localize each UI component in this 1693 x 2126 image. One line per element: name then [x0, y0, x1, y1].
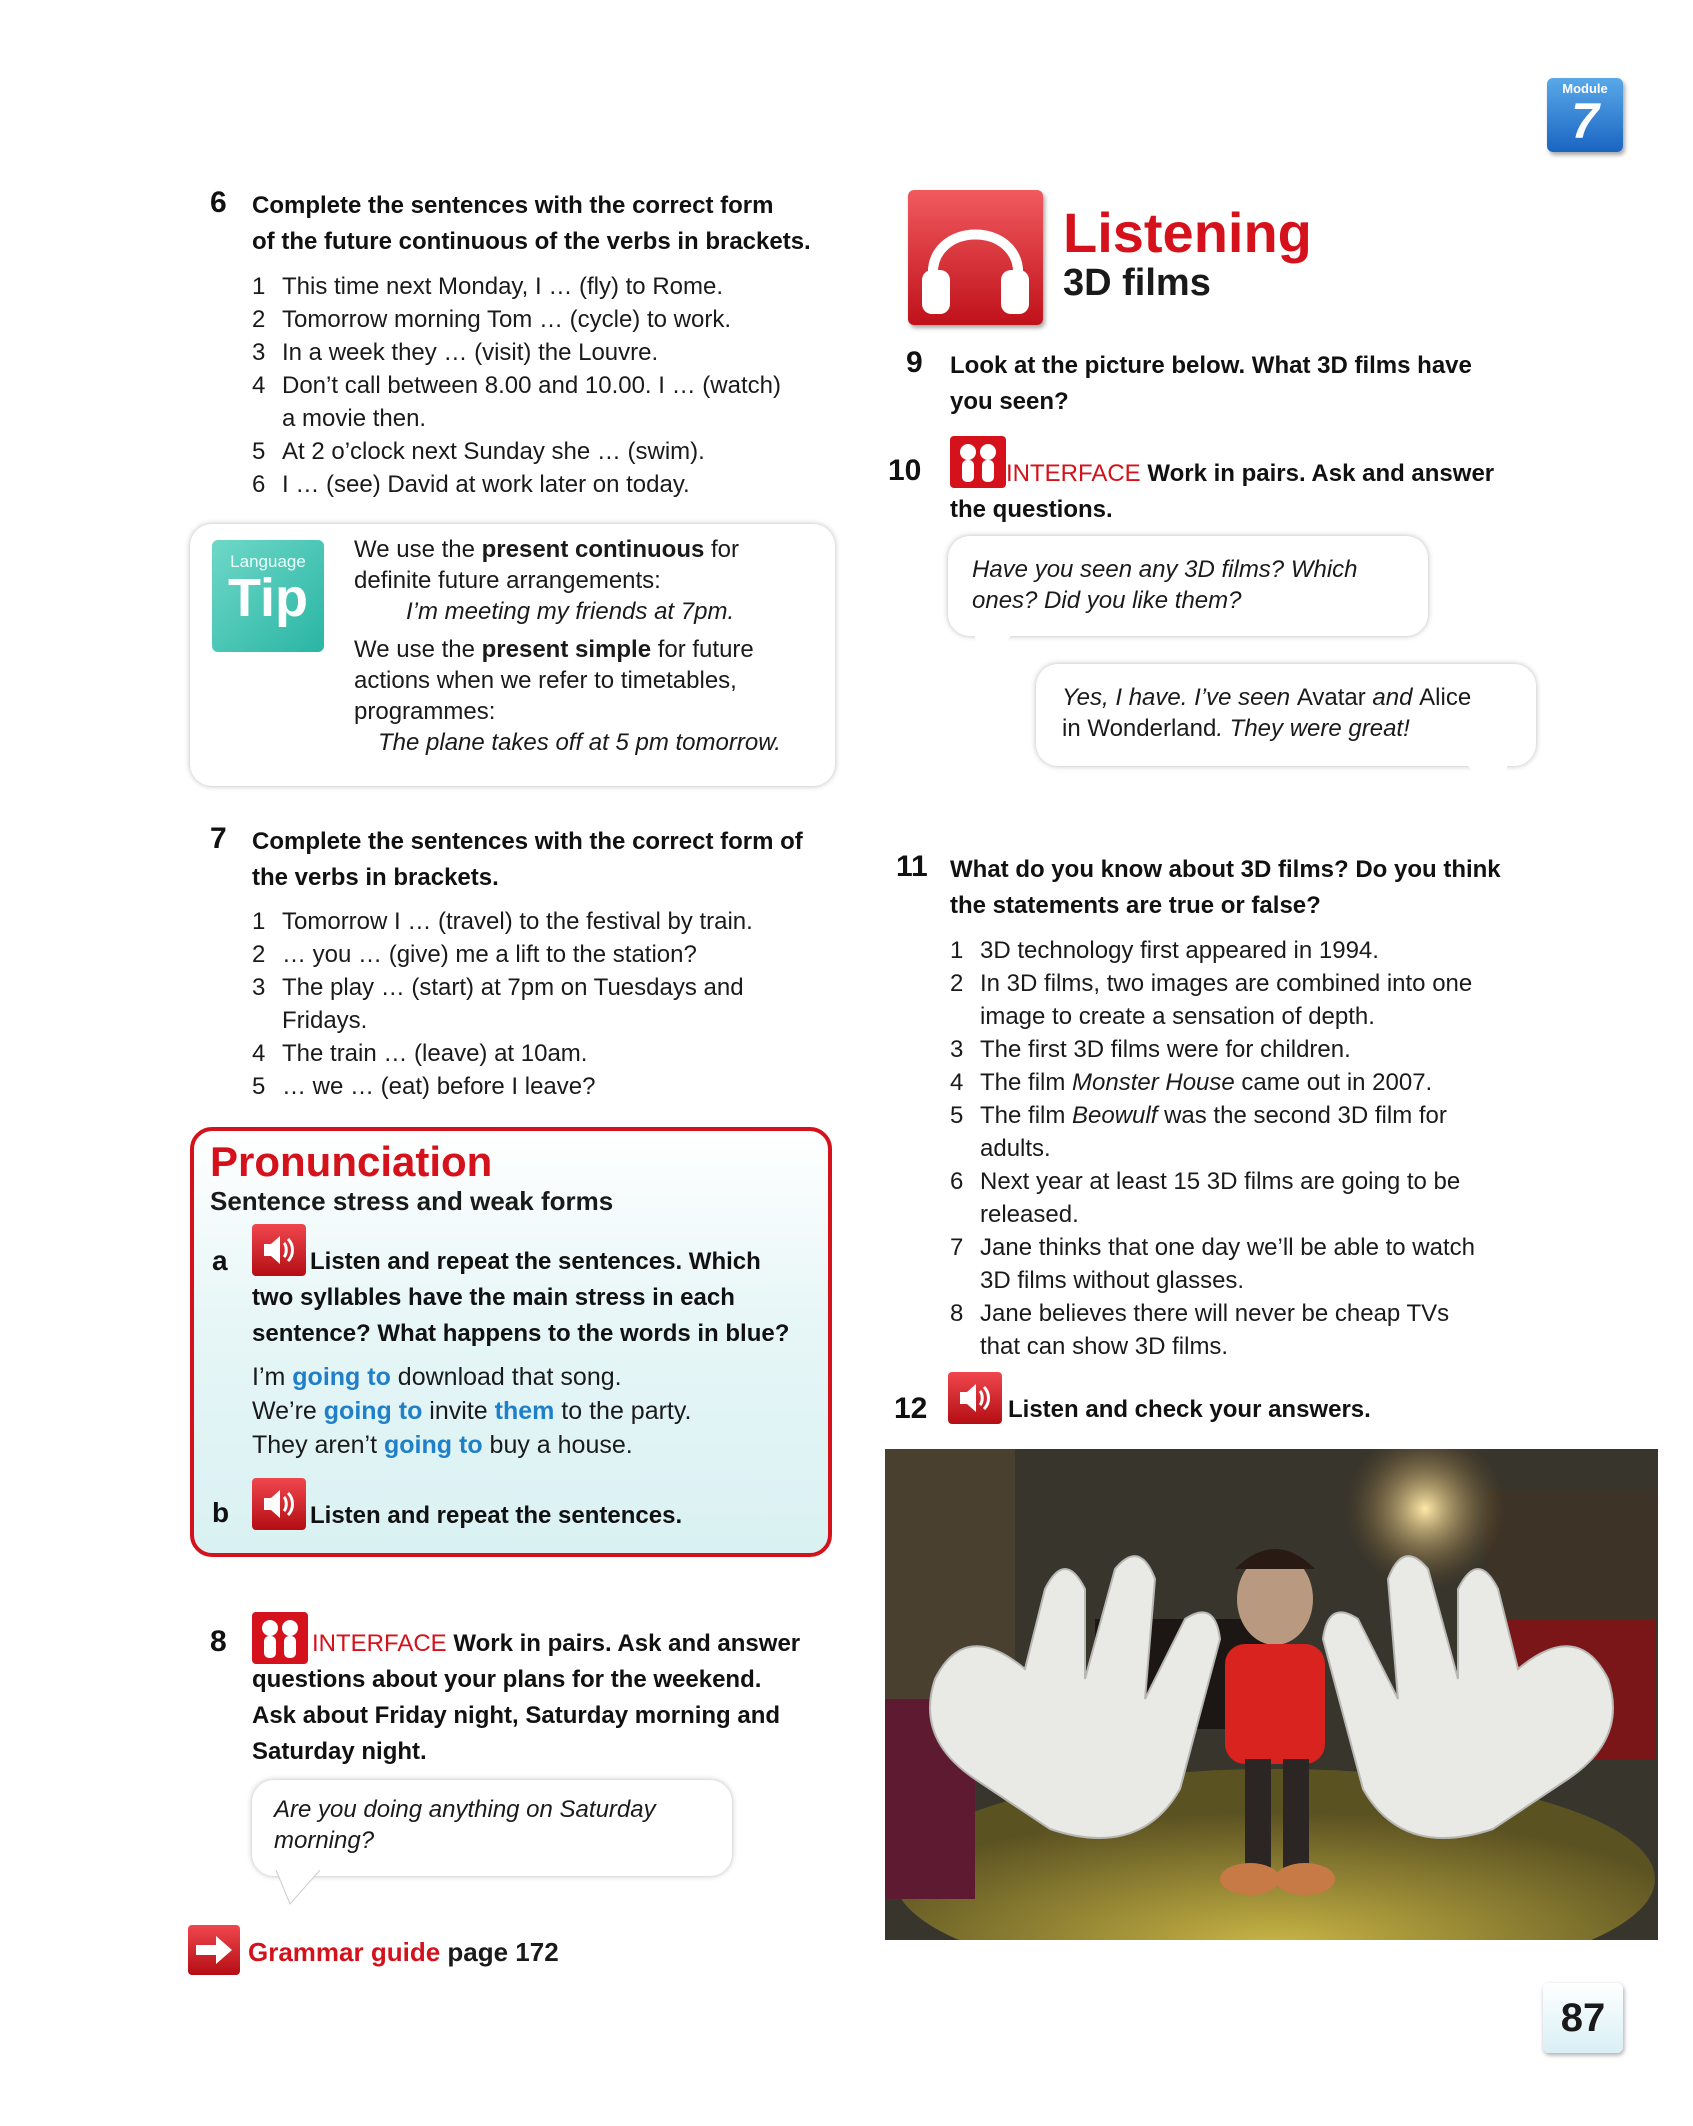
language-tip-badge: Language Tip	[212, 540, 324, 652]
exercise-11-number: 11	[896, 850, 928, 883]
speech-bubble-question: Have you seen any 3D films? Which ones? Did you like them?	[948, 536, 1428, 636]
speech-bubble-tail	[1456, 760, 1516, 796]
list-item: 6 I … (see) David at work later on today.	[252, 471, 690, 498]
exercise-11-instruction: What do you know about 3D films? Do you think the statements are true or false?	[950, 856, 1501, 919]
pronunciation-title: Pronunciation	[210, 1138, 493, 1185]
pronunciation-b-instruction: Listen and repeat the sentences.	[310, 1502, 683, 1529]
list-item: 2 … you … (give) me a lift to the station?	[252, 941, 697, 968]
speech-bubble: Are you doing anything on Saturday morning?	[252, 1780, 732, 1876]
list-item: 2 In 3D films, two images are combined into one image to create a sensation of depth.	[950, 970, 1473, 1030]
headphones-icon	[908, 190, 1043, 325]
exercise-9-number: 9	[906, 346, 923, 379]
listening-subtitle: 3D films	[1063, 262, 1211, 304]
list-item: 6 Next year at least 15 3D films are going to be released.	[950, 1168, 1461, 1228]
speech-bubble-answer: Yes, I have. I’ve seen Avatar and Alice in Wonderland. They were great!	[1036, 664, 1536, 766]
exercise-8-instruction: INTERFACE Work in pairs. Ask and answer questions about your plans for the weekend. Ask about Friday night, Saturday morning and Saturday night.	[252, 1630, 801, 1765]
exercise-7-instruction: Complete the sentences with the correct form of the verbs in brackets.	[252, 828, 803, 891]
page-number: 87	[1543, 1983, 1623, 2053]
list-item: 4 Don’t call between 8.00 and 10.00. I … (watch) a movie then.	[252, 372, 781, 432]
pronunciation-b-label: b	[212, 1497, 230, 1528]
module-badge	[1547, 78, 1623, 152]
sentence-3: They aren’t going to buy a house.	[252, 1431, 633, 1459]
exercise-11-list	[950, 934, 1570, 1363]
film-still-image	[885, 1449, 1658, 1940]
speech-bubble-tail	[270, 1870, 330, 1906]
list-item: 4 The film Monster House came out in 2007.	[950, 1069, 1433, 1096]
sentence-1: I’m going to download that song.	[252, 1363, 622, 1391]
list-item: 3 In a week they … (visit) the Louvre.	[252, 339, 659, 366]
speech-bubble-tail	[966, 630, 1026, 666]
list-item: 1 This time next Monday, I … (fly) to Rome.	[252, 273, 724, 300]
exercise-10-instruction: INTERFACE Work in pairs. Ask and answer the questions.	[950, 460, 1495, 523]
arrow-right-icon[interactable]	[188, 1925, 240, 1975]
pronunciation-subtitle: Sentence stress and weak forms	[210, 1186, 614, 1216]
exercise-12-number: 12	[894, 1392, 928, 1425]
exercise-8-number: 8	[210, 1625, 227, 1658]
exercise-10-number: 10	[888, 454, 922, 487]
module-number: 7	[1571, 93, 1599, 149]
list-item: 3 The play … (start) at 7pm on Tuesdays and Fridays.	[252, 974, 744, 1034]
sentence-2: We’re going to invite them to the party.	[252, 1397, 692, 1425]
list-item: 2 Tomorrow morning Tom … (cycle) to work.	[252, 306, 731, 333]
language-tip-text: We use the present continuous for definite future arrangements: I’m meeting my friends at 7pm. We use the present simple for future actions when we refer to timetables, programmes: The plane takes off at 5 pm tomorrow.	[354, 536, 781, 756]
list-item: 4 The train … (leave) at 10am.	[252, 1040, 588, 1067]
list-item: 7 Jane thinks that one day we’ll be able to watch 3D films without glasses.	[950, 1234, 1475, 1294]
listening-title: Listening	[1063, 201, 1312, 264]
exercise-6-instruction: Complete the sentences with the correct form of the future continuous of the verbs in brackets.	[252, 192, 811, 255]
exercise-7-number: 7	[210, 822, 227, 855]
speaker-icon[interactable]	[252, 1478, 306, 1530]
exercise-6-number: 6	[210, 186, 227, 219]
list-item: 1 Tomorrow I … (travel) to the festival by train.	[252, 908, 753, 935]
list-item: 5 … we … (eat) before I leave?	[252, 1073, 596, 1100]
list-item: 3 The first 3D films were for children.	[950, 1036, 1351, 1063]
list-item: 5 The film Beowulf was the second 3D film for adults.	[950, 1102, 1447, 1162]
module-label: Module	[1562, 81, 1608, 96]
exercise-7-list	[252, 905, 842, 1103]
pronunciation-a-instruction: Listen and repeat the sentences. Which two syllables have the main stress in each sentence? What happens to the words in blue?	[252, 1248, 790, 1347]
speaker-icon[interactable]	[948, 1372, 1002, 1424]
pronunciation-a-label: a	[212, 1245, 228, 1276]
list-item: 8 Jane believes there will never be cheap TVs that can show 3D films.	[950, 1300, 1450, 1360]
exercise-9-instruction: Look at the picture below. What 3D films have you seen?	[950, 352, 1472, 415]
grammar-guide-link[interactable]: Grammar guide page 172	[248, 1937, 559, 1967]
exercise-6-list	[252, 270, 842, 501]
list-item: 5 At 2 o’clock next Sunday she … (swim).	[252, 438, 705, 465]
list-item: 1 3D technology first appeared in 1994.	[950, 937, 1379, 964]
exercise-12-instruction: Listen and check your answers.	[1008, 1396, 1371, 1423]
pronunciation-sentences	[252, 1360, 691, 1462]
